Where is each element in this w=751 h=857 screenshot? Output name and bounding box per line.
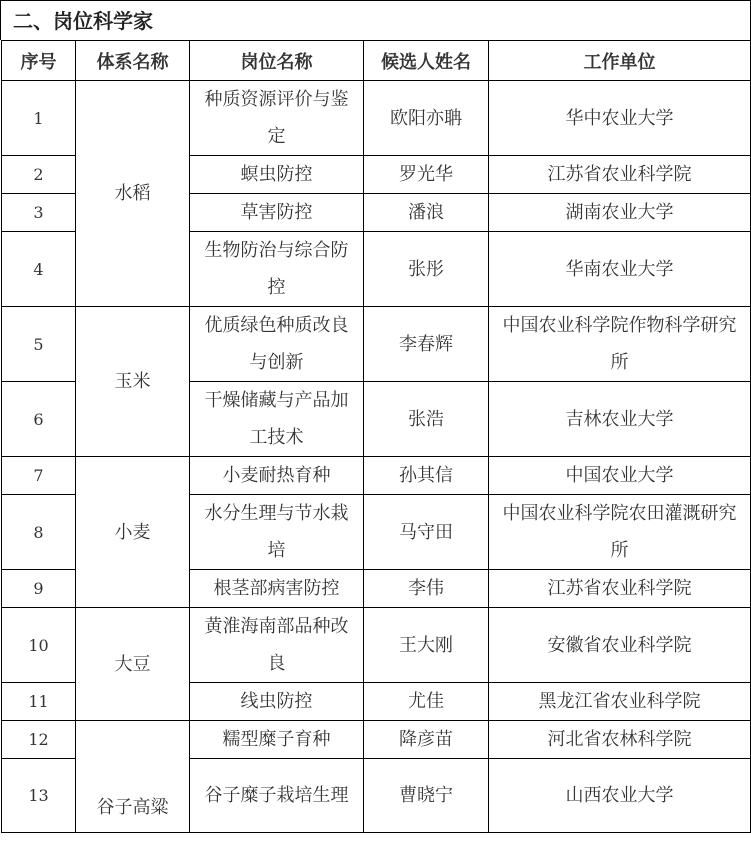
section-title: 二、岗位科学家 — [0, 0, 751, 40]
header-name: 候选人姓名 — [364, 41, 489, 81]
row-no: 5 — [2, 307, 76, 382]
unit-cell: 黑龙江省农业科学院 — [489, 683, 751, 721]
row-no: 6 — [2, 382, 76, 457]
post-cell: 螟虫防控 — [190, 156, 364, 194]
row-no: 13 — [2, 759, 76, 833]
row-no: 8 — [2, 495, 76, 570]
row-no: 4 — [2, 232, 76, 307]
header-post: 岗位名称 — [190, 41, 364, 81]
post-cell: 水分生理与节水栽培 — [190, 495, 364, 570]
post-cell: 优质绿色种质改良与创新 — [190, 307, 364, 382]
row-no: 11 — [2, 683, 76, 721]
post-cell: 黄淮海南部品种改良 — [190, 608, 364, 683]
table-row — [2, 608, 751, 683]
unit-cell: 华中农业大学 — [489, 81, 751, 156]
system-cell: 玉米 — [76, 307, 190, 457]
candidate-cell: 李春辉 — [364, 307, 489, 382]
post-cell: 干燥储藏与产品加工技术 — [190, 382, 364, 457]
row-no: 10 — [2, 608, 76, 683]
row-no: 12 — [2, 721, 76, 759]
table-row — [2, 457, 751, 495]
row-no: 2 — [2, 156, 76, 194]
candidate-cell: 张彤 — [364, 232, 489, 307]
header-unit: 工作单位 — [489, 41, 751, 81]
candidate-cell: 孙其信 — [364, 457, 489, 495]
candidate-cell: 马守田 — [364, 495, 489, 570]
table-row — [2, 81, 751, 156]
row-no: 1 — [2, 81, 76, 156]
row-no: 3 — [2, 194, 76, 232]
unit-cell: 中国农业大学 — [489, 457, 751, 495]
system-cell: 水稻 — [76, 81, 190, 307]
table-row — [2, 307, 751, 382]
unit-cell: 江苏省农业科学院 — [489, 156, 751, 194]
unit-cell: 安徽省农业科学院 — [489, 608, 751, 683]
unit-cell: 吉林农业大学 — [489, 382, 751, 457]
post-cell: 生物防治与综合防控 — [190, 232, 364, 307]
post-cell: 线虫防控 — [190, 683, 364, 721]
post-cell: 种质资源评价与鉴定 — [190, 81, 364, 156]
unit-cell: 河北省农林科学院 — [489, 721, 751, 759]
candidate-cell: 张浩 — [364, 382, 489, 457]
row-no: 9 — [2, 570, 76, 608]
header-row — [2, 41, 751, 81]
candidate-cell: 潘浪 — [364, 194, 489, 232]
candidate-cell: 罗光华 — [364, 156, 489, 194]
post-cell: 根茎部病害防控 — [190, 570, 364, 608]
header-no: 序号 — [2, 41, 76, 81]
unit-cell: 中国农业科学院农田灌溉研究所 — [489, 495, 751, 570]
system-cell: 谷子高粱 — [76, 721, 190, 833]
candidate-cell: 李伟 — [364, 570, 489, 608]
candidate-cell: 降彦苗 — [364, 721, 489, 759]
unit-cell: 华南农业大学 — [489, 232, 751, 307]
system-cell: 小麦 — [76, 457, 190, 608]
table-row — [2, 721, 751, 759]
candidate-table — [1, 40, 751, 833]
header-system: 体系名称 — [76, 41, 190, 81]
system-cell: 大豆 — [76, 608, 190, 721]
post-cell: 小麦耐热育种 — [190, 457, 364, 495]
candidate-cell: 曹晓宁 — [364, 759, 489, 833]
candidate-cell: 尤佳 — [364, 683, 489, 721]
post-cell: 谷子糜子栽培生理 — [190, 759, 364, 833]
post-cell: 草害防控 — [190, 194, 364, 232]
row-no: 7 — [2, 457, 76, 495]
unit-cell: 中国农业科学院作物科学研究所 — [489, 307, 751, 382]
candidate-cell: 欧阳亦聃 — [364, 81, 489, 156]
post-cell: 糯型糜子育种 — [190, 721, 364, 759]
unit-cell: 江苏省农业科学院 — [489, 570, 751, 608]
candidate-cell: 王大刚 — [364, 608, 489, 683]
unit-cell: 山西农业大学 — [489, 759, 751, 833]
unit-cell: 湖南农业大学 — [489, 194, 751, 232]
